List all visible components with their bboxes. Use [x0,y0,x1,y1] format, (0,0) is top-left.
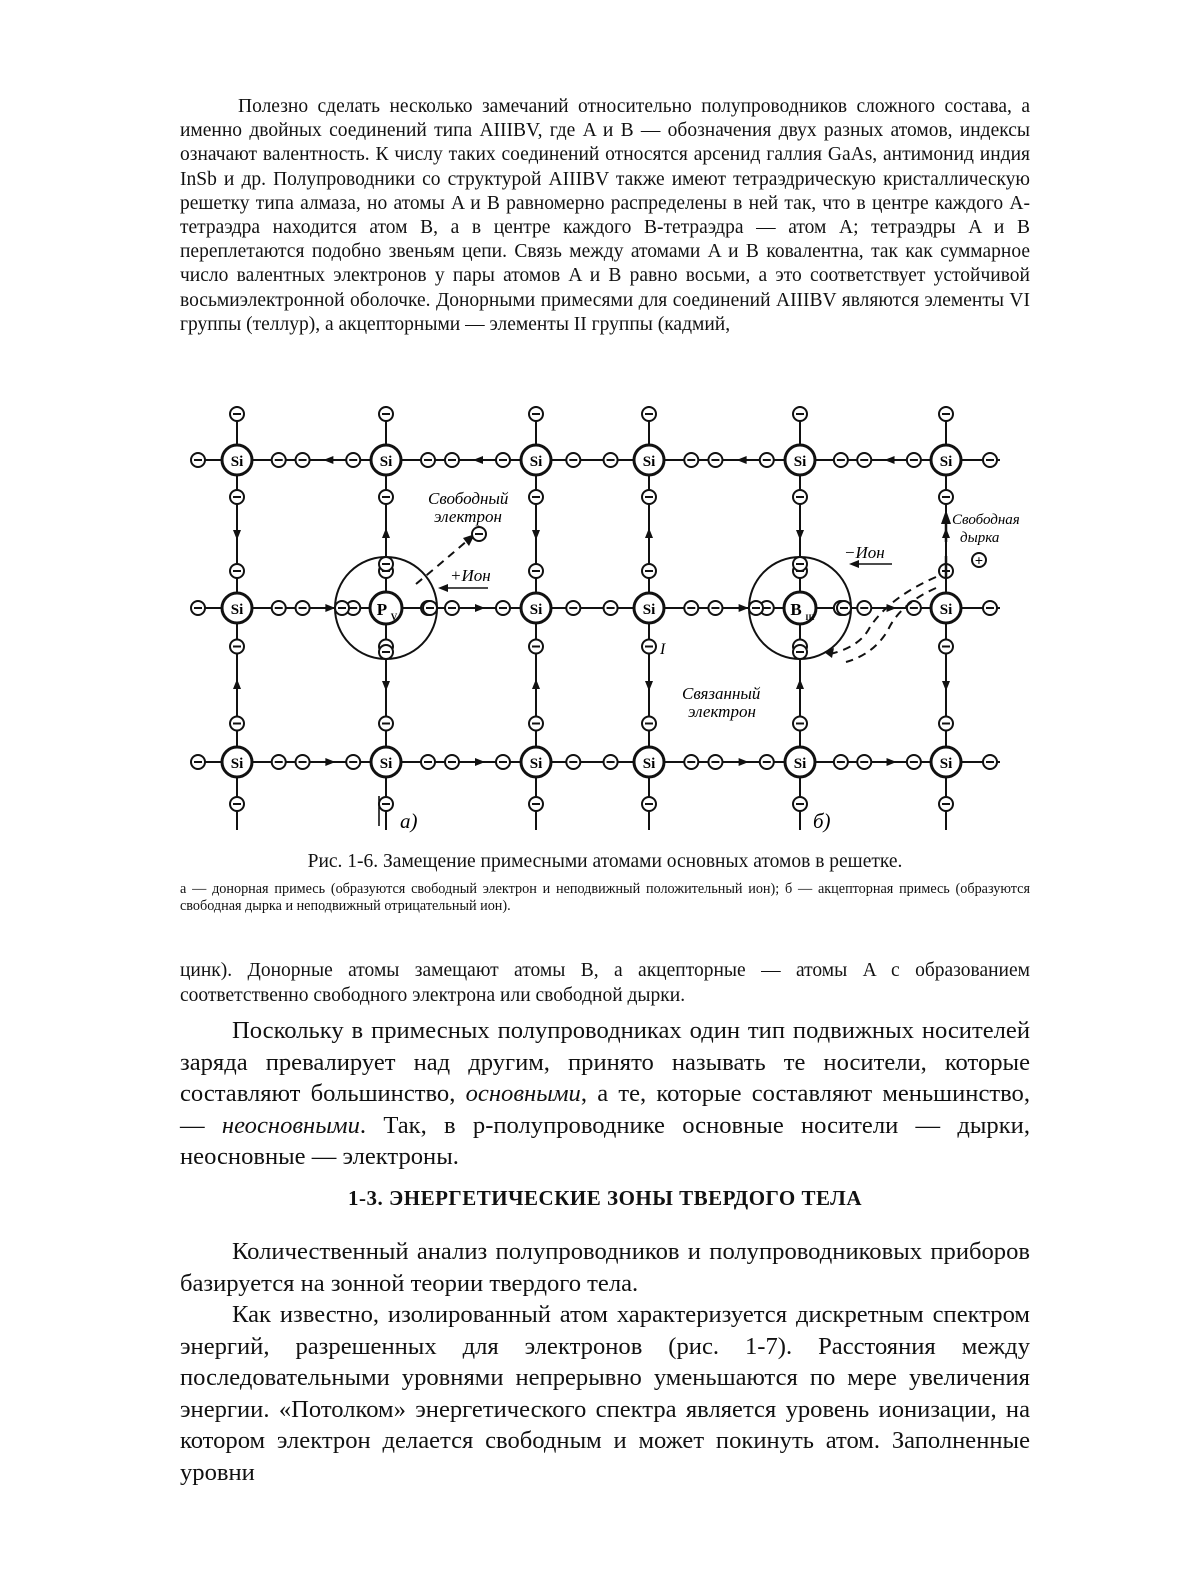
si-atom [222,445,252,475]
band-theory-text [180,1236,1030,1488]
hole-arrow [941,510,951,524]
bond-electron [272,453,286,467]
si-atom-label: Si [939,602,953,618]
bond-electron [529,717,543,731]
bond-electron [907,453,921,467]
lattice-diagram [170,392,1030,844]
label-free-hole-1: Свободная [952,512,1020,528]
bond-electron [379,717,393,731]
bond-electron [604,601,618,615]
bond-electron [529,640,543,654]
si-atom [222,747,252,777]
bond-arrow [645,528,653,538]
edge-electron [642,407,656,421]
bond-arrow [645,681,653,691]
si-atom-label: Si [793,454,807,470]
bond-arrow [796,679,804,689]
after-caption-text [180,958,1030,1008]
carriers-part-3: . Так, в p-полупроводнике основные носители — дырки, неосновные — электроны. [180,1111,1030,1170]
edge-electron [230,797,244,811]
bond-electron [604,755,618,769]
si-atom-label: Si [939,454,953,470]
si-atom-label: Si [793,756,807,772]
bond-electron [834,755,848,769]
si-atom [634,593,664,623]
orbit-electron [793,645,807,659]
acceptor-valence: III [805,613,815,622]
edge-electron [230,407,244,421]
edge-electron [379,797,393,811]
donor-symbol: P [376,600,388,619]
bond-arrow [739,758,749,766]
edge-electron [191,601,205,615]
carriers-part-2: , а те, которые составляют меньшинство, — [180,1080,1030,1139]
paragraph-atom-spectrum: Как известно, изолированный атом характеризуется дискретным спектром энергий, разрешенных для электронов (рис. 1-7). Расстояния между последовательными уровнями непрерывно уменьшаются по мере увеличения энергии. «Потолком» энергетического спектра является уровень ионизации, на котором электрон делается свободным и может покинуть атом. Заполненные уровни [180,1301,1030,1486]
bond-electron [379,490,393,504]
si-atom-label: Si [379,756,393,772]
si-atom [521,445,551,475]
label-marker: I [660,641,666,658]
bond-electron [496,453,510,467]
panel-b-label: б) [813,809,831,833]
bond-electron [642,717,656,731]
edge-electron [642,797,656,811]
label-bound-electron-2: электрон [688,702,756,721]
bond-arrow [323,456,333,464]
bond-arrow [737,456,747,464]
bond-electron [566,453,580,467]
orbit-electron [793,557,807,571]
si-atom [931,747,961,777]
free-hole [972,552,986,568]
bond-electron [857,601,871,615]
bond-arrow [325,758,335,766]
donor-atom [370,592,402,624]
bond-electron [445,453,459,467]
bond-arrow [233,679,241,689]
label-free-hole-2: дырка [960,530,1000,546]
bond-electron [566,601,580,615]
orbit-electron [837,601,851,615]
bond-electron [496,755,510,769]
bond-arrow [739,604,749,612]
bond-electron [684,755,698,769]
intro-text [180,95,1030,337]
label-bound-electron-1: Связанный [682,684,761,703]
bond-arrow [887,604,897,612]
plus-ion-arrowhead [438,584,448,592]
si-atom [785,445,815,475]
bond-electron [421,453,435,467]
caption-title: Рис. 1-6. Замещение примесными атомами основных атомов в решетке. [307,851,903,872]
bond-electron [230,490,244,504]
edge-electron [793,407,807,421]
bond-electron [939,490,953,504]
si-atom [521,747,551,777]
bond-electron [346,453,360,467]
si-atom-label: Si [230,756,244,772]
acceptor-atom [784,592,816,624]
paragraph-band-intro: Количественный анализ полупроводников и полупроводниковых приборов базируется на зонной теории твердого тела. [180,1238,1030,1297]
bond-arrow [475,758,485,766]
panel-a-label: а) [400,809,418,833]
si-atom-label: Si [642,454,656,470]
section-heading: 1-3. ЭНЕРГЕТИЧЕСКИЕ ЗОНЫ ТВЕРДОГО ТЕЛА [348,1186,862,1210]
paragraph-continuation: цинк). Донорные атомы замещают атомы B, а акцепторные — атомы A с образованием соответственно свободного электрона или свободной дырки. [180,960,1030,1006]
bond-electron [642,564,656,578]
bond-arrow [887,758,897,766]
si-atom-label: Si [642,602,656,618]
carriers-text [180,1015,1030,1173]
bond-electron [684,601,698,615]
donor-valence: V [390,612,398,622]
bond-electron [296,601,310,615]
bond-electron [642,640,656,654]
edge-electron [793,797,807,811]
bond-arrow [475,604,485,612]
bond-arrow [382,528,390,538]
bond-electron [793,717,807,731]
bond-electron [857,453,871,467]
bond-electron [529,490,543,504]
edge-electron [983,755,997,769]
bond-electron [566,755,580,769]
lattice-bonds [192,406,1000,830]
label-minus-ion: −Ион [844,543,885,562]
si-atom-label: Si [529,454,543,470]
bond-arrow [942,681,950,691]
edge-electron [529,797,543,811]
orbit-electron [335,601,349,615]
bond-electron [230,564,244,578]
bond-arrow [532,530,540,540]
bond-electron [604,453,618,467]
edge-electron [191,755,205,769]
orbit-electron [379,557,393,571]
bond-arrow [233,530,241,540]
orbit-electron [379,645,393,659]
edge-electron [983,601,997,615]
bond-electron [760,755,774,769]
edge-electron [983,453,997,467]
edge-electron [191,453,205,467]
bond-electron [230,640,244,654]
si-atom-label: Si [529,756,543,772]
bond-electron [496,601,510,615]
bond-arrow [885,456,895,464]
bond-electron [939,717,953,731]
figure-caption [180,849,1030,915]
si-atom-label: Si [642,756,656,772]
bond-electron [296,453,310,467]
bond-arrow [532,679,540,689]
bond-electron [708,755,722,769]
si-atom-label: Si [230,454,244,470]
bond-electron [272,601,286,615]
bound-electron-path-2 [846,588,936,662]
bond-electron [857,755,871,769]
bond-electron [939,640,953,654]
bond-electron [230,717,244,731]
si-atom-label: Si [529,602,543,618]
paragraph-carriers [180,1015,1030,1173]
edge-electron [939,407,953,421]
bond-electron [272,755,286,769]
hole-sign: + [974,552,984,568]
edge-electron [939,797,953,811]
si-atom-label: Si [230,602,244,618]
bond-arrow [473,456,483,464]
bond-electron [445,755,459,769]
bond-arrow [382,681,390,691]
si-atom [785,747,815,777]
bond-electron [421,755,435,769]
edge-electron [529,407,543,421]
si-atom [371,747,401,777]
si-atom-label: Si [939,756,953,772]
bond-electron [445,601,459,615]
bond-electron [529,564,543,578]
bond-electron [346,755,360,769]
si-atom [931,593,961,623]
si-atom [634,747,664,777]
term-major-carriers: основными [465,1080,581,1107]
bond-electron [296,755,310,769]
si-atom [371,445,401,475]
orbit-electron [423,601,437,615]
label-plus-ion: +Ион [450,566,491,585]
bond-electron [684,453,698,467]
bond-electron [907,755,921,769]
si-atom [634,445,664,475]
acceptor-symbol: B [790,600,802,619]
free-electron [472,527,486,541]
bond-arrow [325,604,335,612]
paragraph-aiiibv: Полезно сделать несколько замечаний относительно полупроводников сложного состава, а именно двойных соединений типа AIIIBV, где A и B — обозначения двух разных атомов, индексы означают валентность. К числу таких соединений относятся арсенид галлия GaAs, антимонид индия InSb и др. Полупроводники со структурой AIIIBV также имеют тетраэдрическую кристаллическую решетку типа алмаза, но атомы A и B равномерно распределены в ней так, что в центре каждого А-тетраэдра находится атом B, а в центре каждого В-тетраэдра — атом A; тетраэдры A и B переплетаются подобно звеньям цепи. Связь между атомами A и B ковалентна, так как суммарное число валентных электронов у пары атомов A и B равно восьми, а это соответствует устойчивой восьмиэлектронной оболочке. Донорными примесями для соединений AIIIBV являются элементы VI группы (теллур), а акцепторными — элементы II группы (кадмий, [180,96,1030,335]
bond-electron [760,453,774,467]
si-atom [931,445,961,475]
si-atom-label: Si [379,454,393,470]
bond-electron [708,601,722,615]
bond-electron [708,453,722,467]
bond-electron [793,490,807,504]
bond-electron [642,490,656,504]
caption-note: а — донорная примесь (образуются свободный электрон и неподвижный положительный ион); б — акцепторная примесь (образуются свободная дырка и неподвижный отрицательный ион). [180,881,1030,914]
term-minor-carriers: неосновными [221,1111,360,1139]
bond-arrow [796,530,804,540]
si-atom [222,593,252,623]
label-free-electron-1: Свободный [428,489,509,508]
bond-electron [834,453,848,467]
figure-1-6 [170,392,1030,844]
orbit-electron [749,601,763,615]
label-free-electron-2: электрон [434,507,502,526]
si-atom [521,593,551,623]
carriers-part-1: Поскольку в примесных полупроводниках один тип подвижных носителей заряда превалирует над другим, принято называть те носители, которые составляют большинство, [180,1017,1030,1107]
edge-electron [379,407,393,421]
